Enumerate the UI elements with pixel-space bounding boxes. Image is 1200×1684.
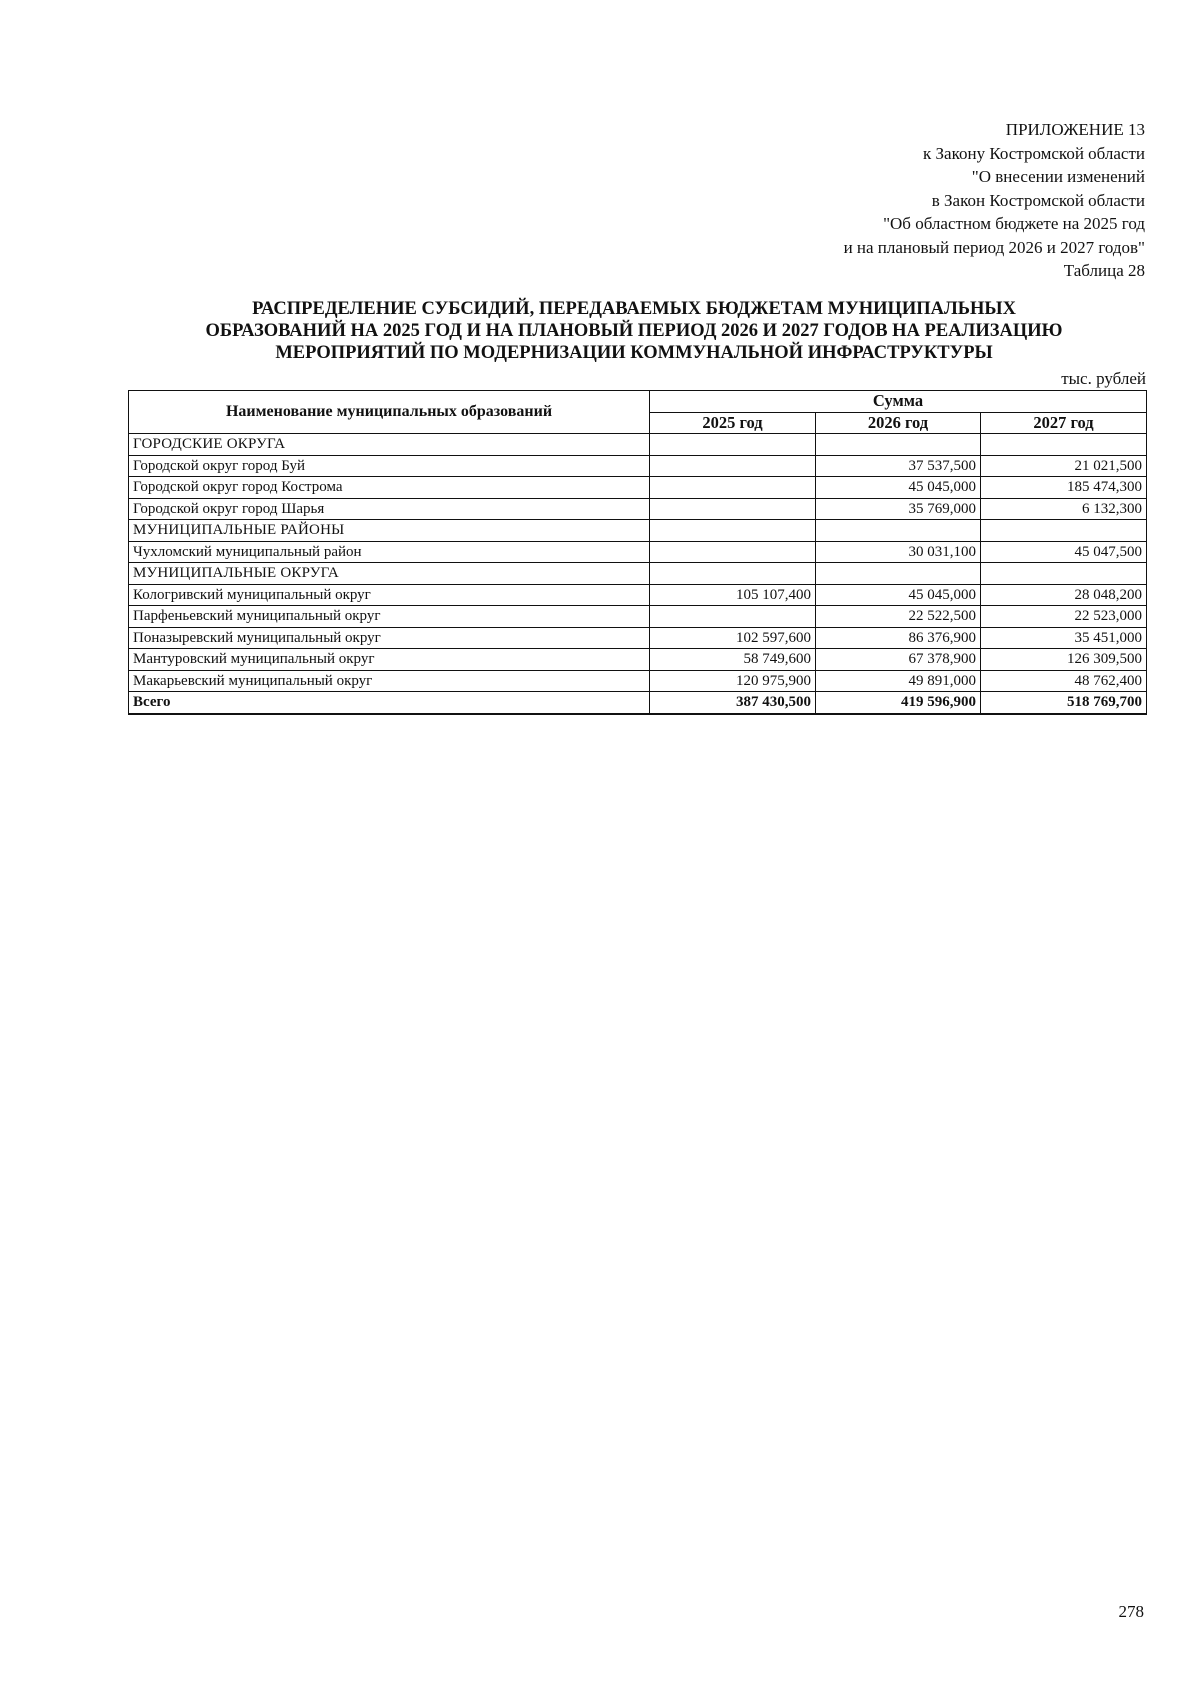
value-2027-cell: 6 132,300 <box>981 498 1147 520</box>
value-2027-cell: 22 523,000 <box>981 606 1147 628</box>
value-2025-cell <box>650 541 816 563</box>
table-group-row <box>129 434 1147 456</box>
value-2026-cell <box>816 563 981 585</box>
value-2026-cell: 49 891,000 <box>816 670 981 692</box>
subsidy-table <box>128 390 1147 715</box>
year-header-2026: 2026 год <box>816 412 981 434</box>
value-2026-cell: 37 537,500 <box>816 455 981 477</box>
table-row <box>129 498 1147 520</box>
document-title <box>128 298 1140 364</box>
total-2027-cell: 518 769,700 <box>981 692 1147 714</box>
table-body <box>129 434 1147 714</box>
row-name-cell: Городской округ город Кострома <box>129 477 650 499</box>
value-2025-cell <box>650 455 816 477</box>
value-2026-cell: 30 031,100 <box>816 541 981 563</box>
value-2027-cell <box>981 520 1147 542</box>
value-2027-cell: 48 762,400 <box>981 670 1147 692</box>
title-line: МЕРОПРИЯТИЙ ПО МОДЕРНИЗАЦИИ КОММУНАЛЬНОЙ ИНФРАСТРУКТУРЫ <box>275 343 993 363</box>
value-2025-cell <box>650 477 816 499</box>
appendix-line: "О внесении изменений <box>971 167 1145 186</box>
table-group-row <box>129 520 1147 542</box>
value-2025-cell <box>650 606 816 628</box>
row-name-cell: Поназыревский муниципальный округ <box>129 627 650 649</box>
value-2027-cell: 35 451,000 <box>981 627 1147 649</box>
value-2026-cell: 67 378,900 <box>816 649 981 671</box>
value-2027-cell <box>981 563 1147 585</box>
appendix-line: и на плановый период 2026 и 2027 годов" <box>843 237 1145 257</box>
table-total-row <box>129 692 1147 714</box>
table-row <box>129 606 1147 628</box>
value-2025-cell <box>650 520 816 542</box>
total-2026-cell: 419 596,900 <box>816 692 981 714</box>
value-2027-cell: 126 309,500 <box>981 649 1147 671</box>
row-name-cell: Макарьевский муниципальный округ <box>129 670 650 692</box>
table-number: Таблица 28 <box>1063 261 1145 280</box>
row-name-cell: МУНИЦИПАЛЬНЫЕ РАЙОНЫ <box>129 520 650 542</box>
total-2025-cell: 387 430,500 <box>650 692 816 714</box>
value-2025-cell: 102 597,600 <box>650 627 816 649</box>
unit-label: тыс. рублей <box>1061 369 1146 388</box>
value-2027-cell: 21 021,500 <box>981 455 1147 477</box>
value-2026-cell: 35 769,000 <box>816 498 981 520</box>
table-row <box>129 670 1147 692</box>
title-line: РАСПРЕДЕЛЕНИЕ СУБСИДИЙ, ПЕРЕДАВАЕМЫХ БЮДЖЕТАМ МУНИЦИПАЛЬНЫХ <box>252 299 1016 319</box>
value-2027-cell <box>981 434 1147 456</box>
row-name-cell: Городской округ город Шарья <box>129 498 650 520</box>
table-row <box>129 649 1147 671</box>
table-row <box>129 627 1147 649</box>
value-2026-cell <box>816 520 981 542</box>
value-2025-cell: 58 749,600 <box>650 649 816 671</box>
appendix-line: в Закон Костромской области <box>931 190 1145 210</box>
row-name-cell: Парфеньевский муниципальный округ <box>129 606 650 628</box>
row-name-cell: ГОРОДСКИЕ ОКРУГА <box>129 434 650 456</box>
total-label-cell: Всего <box>129 692 650 714</box>
row-name-cell: Городской округ город Буй <box>129 455 650 477</box>
appendix-line: "Об областном бюджете на 2025 год <box>883 214 1145 233</box>
value-2027-cell: 185 474,300 <box>981 477 1147 499</box>
value-2025-cell: 105 107,400 <box>650 584 816 606</box>
value-2025-cell <box>650 498 816 520</box>
value-2026-cell: 86 376,900 <box>816 627 981 649</box>
table-row <box>129 584 1147 606</box>
row-name-cell: Мантуровский муниципальный округ <box>129 649 650 671</box>
title-line: ОБРАЗОВАНИЙ НА 2025 ГОД И НА ПЛАНОВЫЙ ПЕРИОД 2026 И 2027 ГОДОВ НА РЕАЛИЗАЦИЮ <box>205 321 1063 341</box>
value-2027-cell: 28 048,200 <box>981 584 1147 606</box>
row-name-cell: МУНИЦИПАЛЬНЫЕ ОКРУГА <box>129 563 650 585</box>
appendix-header <box>844 118 1145 283</box>
value-2025-cell <box>650 434 816 456</box>
row-name-cell: Чухломский муниципальный район <box>129 541 650 563</box>
value-2027-cell: 45 047,500 <box>981 541 1147 563</box>
name-column-header: Наименование муниципальных образований <box>129 391 650 434</box>
appendix-line: ПРИЛОЖЕНИЕ 13 <box>1005 120 1145 139</box>
value-2026-cell: 45 045,000 <box>816 584 981 606</box>
table-row <box>129 455 1147 477</box>
year-header-2027: 2027 год <box>981 412 1147 434</box>
value-2025-cell: 120 975,900 <box>650 670 816 692</box>
appendix-line: к Закону Костромской области <box>923 143 1145 163</box>
sum-column-header: Сумма <box>650 391 1147 413</box>
table-group-row <box>129 563 1147 585</box>
table-row <box>129 477 1147 499</box>
value-2026-cell: 45 045,000 <box>816 477 981 499</box>
value-2026-cell: 22 522,500 <box>816 606 981 628</box>
table-row <box>129 541 1147 563</box>
value-2026-cell <box>816 434 981 456</box>
page-number: 278 <box>1118 1602 1144 1621</box>
value-2025-cell <box>650 563 816 585</box>
year-header-2025: 2025 год <box>650 412 816 434</box>
row-name-cell: Кологривский муниципальный округ <box>129 584 650 606</box>
